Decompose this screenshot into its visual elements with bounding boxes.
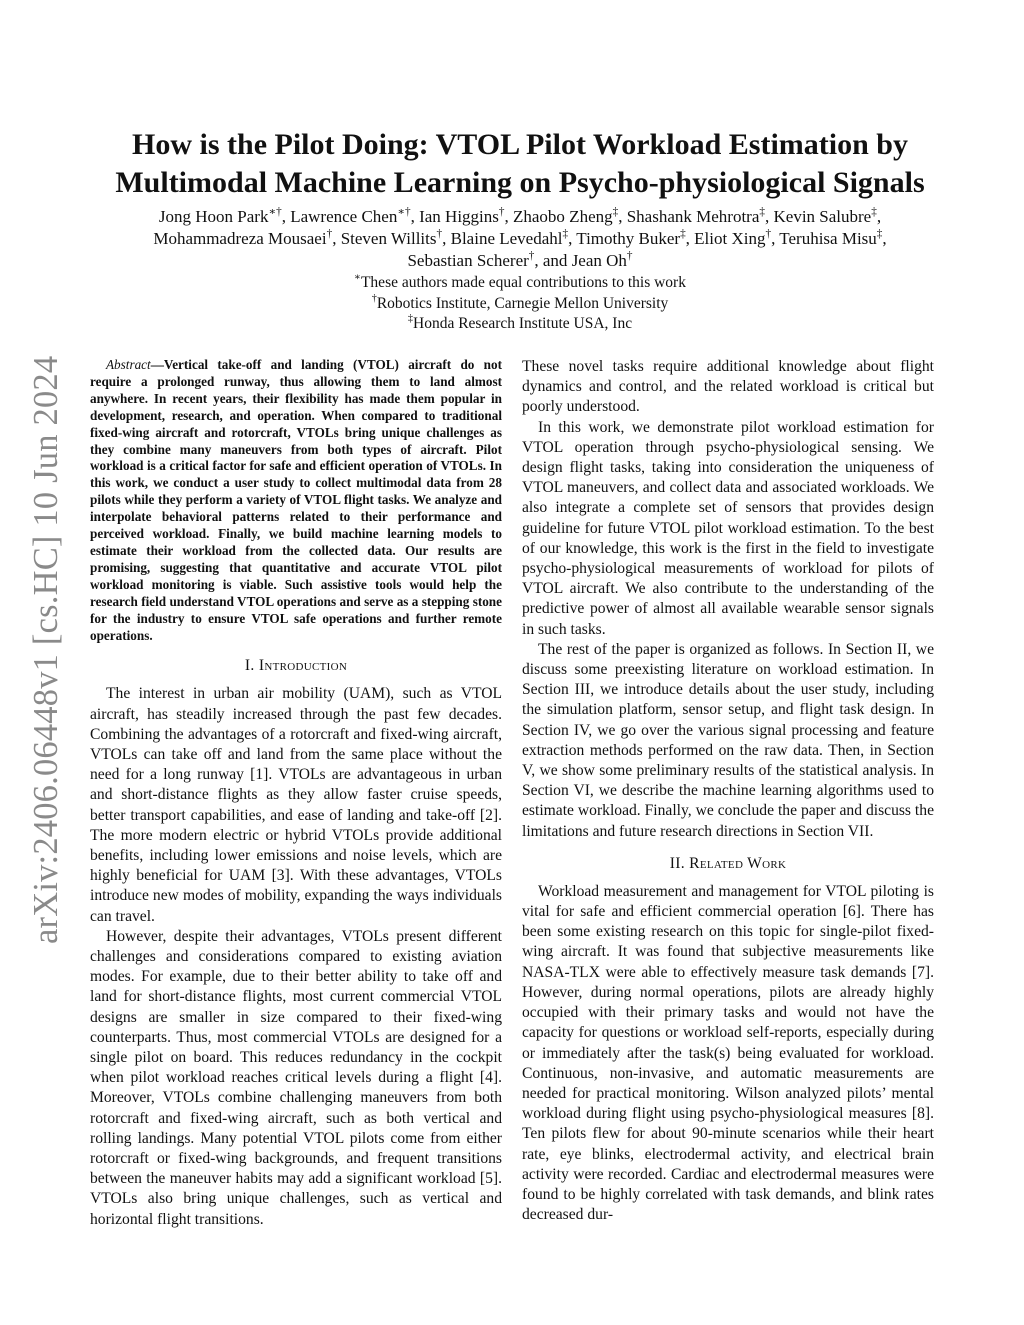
author: Teruhisa Misu [779,229,877,248]
author: Zhaobo Zheng [513,207,613,226]
author: Ian Higgins [419,207,499,226]
author-list [100,206,940,272]
section-number: II. [669,854,685,872]
author-sep: , [332,229,341,248]
author-mark: ∗† [268,205,282,218]
author-mark: ‡ [871,205,877,218]
abstract-dash: — [150,357,164,372]
author-mark: ∗† [397,205,411,218]
paragraph-continued: These novel tasks require additional knowledge about flight dynamics and control, and the related workload is critical but poorly understood. [522,358,934,416]
author: Jean Oh [571,251,627,270]
author-mark: † [498,205,505,218]
affiliation-text: Robotics Institute, Carnegie Mellon University [376,294,669,312]
abstract [90,357,502,644]
author: Mohammadreza Mousaei [153,229,327,248]
author-sep: , and [534,251,572,270]
arxiv-identifier: arXiv:2406.06448v1 [cs.HC] 10 Jun 2024 [27,355,65,945]
paragraph: In this work, we demonstrate pilot workload estimation for VTOL operation through psycho-physiological sensing. We design flight tasks, taking into consideration the uniqueness of VTOL maneuvers, and collect data and associated workloads. We also integrate a complete set of sensors that provides design guideline for future VTOL pilot workload estimation. To the best of our knowledge, this work is the first in the field to investigate psycho-physiological measurements of workload for pilots of VTOL aircraft. We also contribute to the understanding of the predictive power of almost all available wearable sensor signals in such tasks. [522,418,934,638]
author: Jong Hoon Park [158,207,269,226]
affiliation-list [100,273,940,335]
author-sep: , [442,229,451,248]
author: Blaine Levedahl [450,229,563,248]
author-sep: , [281,207,291,226]
author-line-1 [100,206,940,228]
section-title: Related Work [689,854,787,872]
author-mark: † [436,227,443,240]
paper-header [100,126,940,335]
author-mark: ‡ [759,205,765,218]
affiliation-mark: † [371,292,377,304]
author-mark: ‡ [612,205,619,218]
abstract-label: Abstract [106,357,151,372]
section-heading-introduction [90,656,502,676]
author: Sebastian Scherer [407,251,529,270]
author: Kevin Salubre [773,207,872,226]
author-mark: ‡ [562,227,569,240]
abstract-text: Vertical take-off and landing (VTOL) aircraft do not require a prolonged runway, thus allowing them to land almost anywhere. In recent years, their flexibility has made them popular in development, research, and operation. When compared to traditional fixed-wing aircraft and rotorcraft, VTOLs bring unique challenges as they combine many maneuvers from both types of aircraft. Pilot workload is a critical factor for safe and efficient operation of VTOLs. In this work, we conduct a user study to collect multimodal data from 28 pilots while they perform a variety of VTOL flight tasks. We analyze and interpolate behavioral patterns related to their performance and perceived workload. Finally, we build machine learning models to estimate their workload from the collected data. Our results are promising, suggesting that quantitative and accurate VTOL pilot workload monitoring is viable. Such assistive tools would help the research field understand VTOL operations and serve as a stepping stone for the industry to ensure VTOL safe operations and further remote operations. [90,357,502,643]
affiliation-mark: ∗ [354,272,361,284]
author-sep: , [568,229,577,248]
title-line-2: Multimodal Machine Learning on Psycho-physiological Signals [115,166,925,199]
section-number: I. [244,657,255,675]
author: Shashank Mehrotra [626,207,760,226]
section-title: Introduction [258,657,348,675]
author-mark: † [626,249,633,262]
author-sep: , [882,229,887,248]
author-sep: , [771,229,780,248]
paragraph: Workload measurement and management for VTOL piloting is vital for safe and efficient commercial operation [6]. There has been some existing research on this topic for single-pilot fixed-wing aircraft. It was found that subjective measurements like NASA-TLX were able to effectively measure task demands [7]. However, during normal operations, pilots are already highly occupied with their primary tasks and would not have the capacity for questions or workload self-reports, especially during or immediately after the task(s) being evaluated for workload. Continuous, non-invasive, and automatic measurements are needed for practical monitoring. Wilson analyzed pilots’ mental workload during flight using psycho-physiological measures [8]. Ten pilots flew for about 90-minute scenarios while their heart rate, eye blinks, electrodermal activity, and electrical brain activity were recorded. Cardiac and electrodermal measures were found to be highly correlated with task demands, and blink rates decreased dur- [522,882,934,1224]
author-mark: † [528,249,535,262]
affiliation [100,294,940,315]
author-mark: † [765,227,772,240]
author-sep: , [685,229,695,248]
author-sep: , [504,207,513,226]
section-heading-related-work [522,854,934,874]
author-mark: ‡ [680,227,686,240]
author-mark: ‡ [876,227,883,240]
title-line-1: How is the Pilot Doing: VTOL Pilot Workload Estimation by [132,128,908,161]
author-sep: , [618,207,627,226]
author: Steven Willits [340,229,437,248]
author-mark: † [326,227,333,240]
author-sep: , [765,207,774,226]
affiliation [100,273,940,294]
paragraph: The interest in urban air mobility (UAM), such as VTOL aircraft, has steadily increased through the past few decades. Combining the advantages of a rotorcraft and fixed-wing aircraft, VTOLs can take off and land from the same place without the need for a long runway [1]. VTOLs are advantageous in urban and short-distance flights as they allow faster cruise speeds, better transport capabilities, and ease of landing and take-off [2]. The more modern electric or hybrid VTOLs provide additional benefits, including lower emissions and noise levels, which are highly beneficial for UAM [3]. With these advantages, VTOLs introduce new modes of mobility, expanding the ways individuals can travel. [90,685,502,925]
author: Timothy Buker [576,229,681,248]
author-sep: , [876,207,882,226]
author-line-3 [100,250,940,272]
paragraph: The rest of the paper is organized as follows. In Section II, we discuss some preexisting literature on workload estimation. In Section III, we introduce details about the user study, including the simulation platform, sensor setup, and flight task design. In Section IV, we go over the various signal processing and feature extraction methods performed on the raw data. Then, in Section V, we show some preliminary results of the statistical analysis. In Section VI, we describe the machine learning algorithms used to estimate workload. Finally, we conclude the paper and discuss the limitations and future research directions in Section VII. [522,640,934,840]
affiliation [100,314,940,335]
affiliation-text: Honda Research Institute USA, Inc [413,315,633,332]
affiliation-text: These authors made equal contributions to this work [360,274,686,291]
paragraph: However, despite their advantages, VTOLs present different challenges and considerations compared to existing aviation modes. For example, due to their better ability to take off and land for short-distance flights, most current commercial VTOL designs are smaller in size compared to their fixed-wing counterparts. Thus, most commercial VTOLs are designed for a single pilot on board. This reduces redundancy in the cockpit when pilot workload reaches critical levels during a flight [4]. Moreover, VTOLs combine challenging maneuvers from both rotorcraft and fixed-wing aircraft, such as both vertical and rolling landings. Many potential VTOL pilots come from either rotorcraft or fixed-wing backgrounds, and frequent transitions between the maneuver habits may add a significant workload [5]. VTOLs also bring unique challenges, such as vertical and horizontal flight transitions. [90,927,502,1228]
author-sep: , [410,207,420,226]
right-column [522,357,934,1225]
author-line-2 [100,228,940,250]
author: Lawrence Chen [290,207,398,226]
affiliation-mark: ‡ [407,313,413,325]
author: Eliot Xing [694,229,766,248]
paper-title [100,126,940,202]
left-column [90,357,502,1230]
